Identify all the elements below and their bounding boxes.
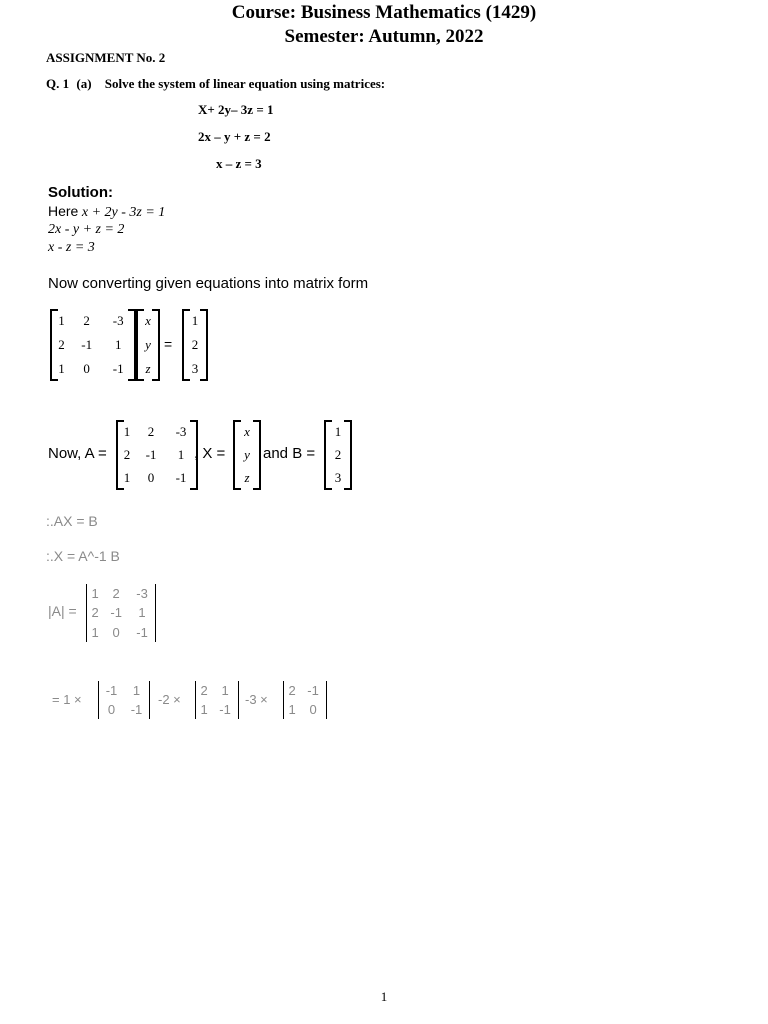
equation-1: X+ 2y– 3z = 1 bbox=[198, 102, 274, 117]
determinant-a bbox=[86, 584, 156, 642]
det-cell: -1 bbox=[105, 683, 118, 698]
det-cell: -1 bbox=[110, 605, 122, 621]
matrix-cell: 3 bbox=[191, 361, 199, 376]
solution-heading: Solution: bbox=[48, 184, 113, 201]
det-cell: -1 bbox=[130, 702, 143, 717]
det-cell: -1 bbox=[136, 624, 148, 640]
matrix-cell: -1 bbox=[81, 337, 93, 352]
det-cell: 1 bbox=[138, 605, 146, 621]
det-cell: 1 bbox=[91, 624, 99, 640]
solution-line-1 bbox=[48, 203, 165, 221]
matrix-cell: z bbox=[244, 470, 250, 486]
matrix-cell: x bbox=[145, 313, 151, 328]
matrix-cell: 1 bbox=[334, 423, 342, 439]
x-equals-inverse: :.X = A^-1 B bbox=[46, 548, 120, 564]
matrix-cell: 1 bbox=[191, 313, 199, 328]
course-title: Course: Business Mathematics (1429) bbox=[231, 2, 537, 23]
minus-three-term: -3 × bbox=[245, 692, 268, 707]
minor-3 bbox=[283, 681, 327, 719]
det-cell: 1 bbox=[132, 683, 141, 698]
det-cell: 1 bbox=[221, 683, 229, 698]
expansion-start: = 1 × bbox=[52, 692, 82, 707]
equals-sign: = bbox=[164, 336, 173, 352]
matrix-cell: 2 bbox=[83, 313, 90, 328]
question-part: (a) bbox=[76, 76, 92, 91]
det-cell: 1 bbox=[91, 586, 99, 602]
det-cell: 0 bbox=[107, 702, 116, 717]
minor-2 bbox=[195, 681, 239, 719]
matrix-cell: 2 bbox=[147, 423, 155, 439]
equation-3: x – z = 3 bbox=[216, 156, 262, 171]
matrix-cell: 0 bbox=[147, 470, 155, 486]
ax-equals-b: :.AX = B bbox=[46, 513, 98, 529]
matrix-cell: 2 bbox=[191, 337, 199, 352]
matrix-cell: 1 bbox=[177, 446, 185, 462]
matrix-cell: -3 bbox=[175, 423, 187, 439]
matrix-x bbox=[233, 420, 261, 490]
matrix-cell: x bbox=[244, 423, 250, 439]
matrix-cell: -1 bbox=[175, 470, 187, 486]
minus-two-term: -2 × bbox=[158, 692, 181, 707]
det-cell: 2 bbox=[200, 683, 208, 698]
matrix-cell: y bbox=[244, 446, 250, 462]
det-cell: 2 bbox=[91, 605, 99, 621]
det-cell: -3 bbox=[136, 586, 148, 602]
matrix-b bbox=[324, 420, 352, 490]
page-number: 1 bbox=[380, 989, 388, 1004]
matrix-cell: 2 bbox=[334, 446, 342, 462]
matrix-cell: 1 bbox=[114, 337, 122, 352]
matrix-cell: -1 bbox=[112, 361, 124, 376]
now-a-label: Now, A = bbox=[48, 445, 107, 462]
det-cell: 0 bbox=[309, 702, 317, 717]
question-number: Q. 1 bbox=[46, 76, 70, 91]
matrix-cell: -1 bbox=[145, 446, 157, 462]
det-cell: 1 bbox=[200, 702, 208, 717]
minor-1 bbox=[98, 681, 150, 719]
matrix-cell: 2 bbox=[58, 337, 65, 352]
det-cell: 0 bbox=[112, 624, 120, 640]
matrix-cell: z bbox=[145, 361, 151, 376]
matrix-cell: -3 bbox=[112, 313, 124, 328]
det-label: |A| = bbox=[48, 603, 77, 619]
matrix-cell: 1 bbox=[58, 361, 65, 376]
matrix-a-equation bbox=[50, 309, 136, 381]
matrix-cell: 2 bbox=[123, 446, 131, 462]
matrix-cell: 1 bbox=[123, 470, 131, 486]
semester-title: Semester: Autumn, 2022 bbox=[284, 26, 484, 47]
x-label: , X = bbox=[194, 445, 226, 462]
matrix-cell: 1 bbox=[123, 423, 131, 439]
solution-eq-1: x + 2y - 3z = 1 bbox=[81, 205, 166, 220]
and-b-label: and B = bbox=[263, 445, 316, 462]
matrix-cell: 0 bbox=[83, 361, 90, 376]
assignment-label: ASSIGNMENT No. 2 bbox=[46, 50, 166, 65]
matrix-a bbox=[116, 420, 198, 490]
matrix-cell: 3 bbox=[334, 470, 342, 486]
det-cell: -1 bbox=[307, 683, 319, 698]
det-cell: 2 bbox=[288, 683, 296, 698]
here-prefix: Here bbox=[48, 203, 79, 219]
question-line bbox=[46, 76, 385, 92]
solution-eq-2: 2x - y + z = 2 bbox=[48, 222, 125, 237]
det-cell: -1 bbox=[219, 702, 231, 717]
solution-eq-3: x - z = 3 bbox=[48, 240, 95, 255]
det-cell: 2 bbox=[112, 586, 120, 602]
matrix-cell: 1 bbox=[58, 313, 65, 328]
matrix-x-equation bbox=[136, 309, 160, 381]
question-text: Solve the system of linear equation using matrices: bbox=[104, 76, 386, 91]
converting-text: Now converting given equations into matrix form bbox=[48, 275, 369, 292]
matrix-cell: y bbox=[145, 337, 151, 352]
matrix-b-equation bbox=[182, 309, 208, 381]
det-cell: 1 bbox=[288, 702, 296, 717]
equation-2: 2x – y + z = 2 bbox=[198, 129, 271, 144]
